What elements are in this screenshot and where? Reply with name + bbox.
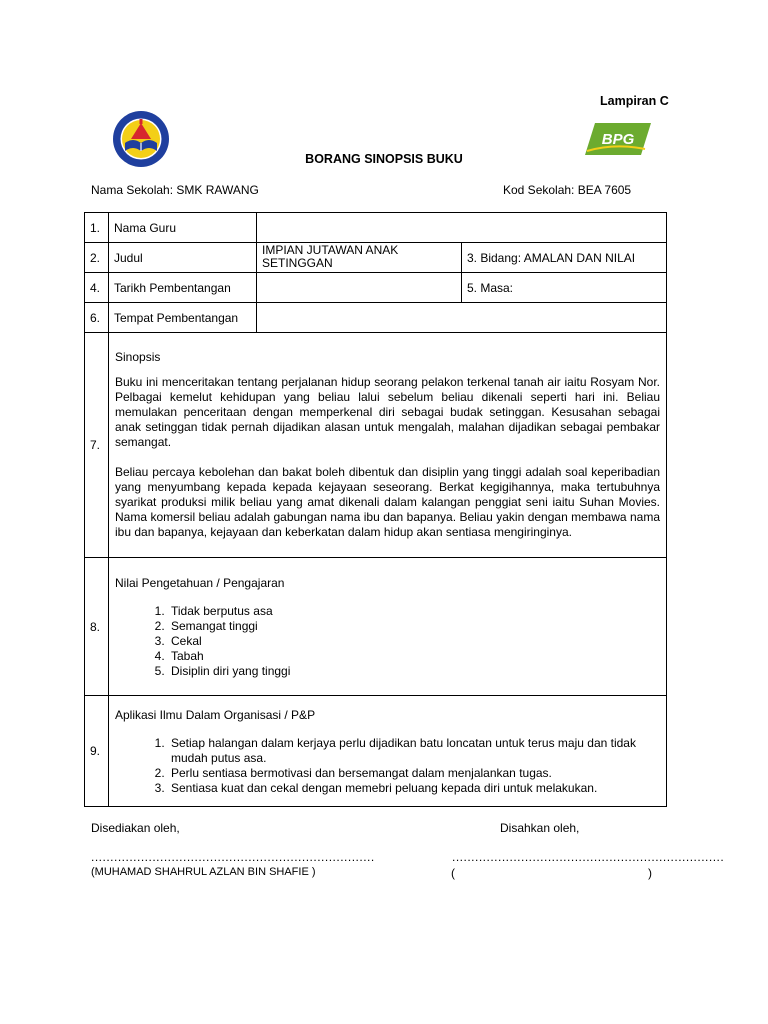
approved-by-label: Disahkan oleh, (500, 821, 580, 835)
row-number: 9. (85, 696, 109, 807)
row-teacher-name (85, 213, 667, 243)
row-label: Sinopsis (115, 350, 161, 364)
row-label: Judul (109, 243, 257, 273)
presentation-date-field[interactable] (257, 273, 462, 303)
row-number: 2. (85, 243, 109, 273)
list-item: 4. Tabah (168, 649, 660, 664)
prepared-by-label: Disediakan oleh, (91, 821, 180, 835)
book-title-value: IMPIAN JUTAWAN ANAK SETINGGAN (257, 243, 462, 273)
school-code: Kod Sekolah: BEA 7605 (503, 183, 632, 197)
list-item: 5. Disiplin diri yang tinggi (168, 664, 660, 679)
row-label: Tempat Pembentangan (109, 303, 257, 333)
field-category: 3. Bidang: AMALAN DAN NILAI (462, 243, 667, 273)
application-list (115, 736, 660, 796)
values-list (115, 604, 660, 679)
row-number: 6. (85, 303, 109, 333)
row-number: 4. (85, 273, 109, 303)
approved-signature-line: ....................................................................... (452, 850, 725, 864)
approved-name-open: ( (451, 866, 455, 880)
values-cell (109, 558, 667, 696)
approved-name-close: ) (648, 866, 652, 880)
list-item: 3. Sentiasa kuat dan cekal dengan memebri peluang kepada diri untuk melakukan. (168, 781, 660, 796)
synopsis-form-table (84, 212, 667, 807)
prepared-by-name: (MUHAMAD SHAHRUL AZLAN BIN SHAFIE ) (91, 866, 316, 878)
field-time: 5. Masa: (462, 273, 667, 303)
row-synopsis (85, 333, 667, 558)
row-application (85, 696, 667, 807)
row-label: Aplikasi Ilmu Dalam Organisasi / P&P (115, 707, 316, 722)
row-book-title (85, 243, 667, 273)
synopsis-paragraph-2: Beliau percaya kebolehan dan bakat boleh dibentuk dan disiplin yang tinggi adalah soal keperibadian yang menyumbang kepada kepada kejayaan seseorang. Berkat kegigihannya, maka tertubuhnya syarikat produksi milik beliau yang amat dikenali dalam kalangan penggiat seni iaitu Suhan Movies. Nama komersil beliau adalah gabungan nama ibu dan bapanya. Beliau yakin dengan membawa nama ibu dan bapanya, kejayaan dan keberkatan dalam hidup akan sentiasa mengiringinya. (115, 465, 660, 539)
teacher-name-field[interactable] (257, 213, 667, 243)
row-number: 1. (85, 213, 109, 243)
form-title: BORANG SINOPSIS BUKU (305, 152, 463, 166)
svg-text:BPG: BPG (601, 131, 635, 148)
list-item: 1. Setiap halangan dalam kerjaya perlu dijadikan batu loncatan untuk terus maju dan tidak mudah putus asa. (168, 736, 660, 766)
row-values (85, 558, 667, 696)
list-item: 2. Perlu sentiasa bermotivasi dan bersemangat dalam menjalankan tugas. (168, 766, 660, 781)
row-number: 8. (85, 558, 109, 696)
list-item: 2. Semangat tinggi (168, 619, 660, 634)
application-cell (109, 696, 667, 807)
synopsis-paragraph-1: Buku ini menceritakan tentang perjalanan hidup seorang pelakon terkenal tanah air iaitu Rosyam Nor. Pelbagai kemelut kehidupan yang beliau lalui sebelum beliau dikenali seperti hari ini. Beliau memulakan penceritaan dengan memperkenal diri sebagai budak setinggan. Kesusahan sebagai anak setinggan tidak pernah dijadikan alasan untuk mengalah, malahan dijadikan sebagai pembakar semangat. (115, 375, 660, 449)
list-item: 1. Tidak berputus asa (168, 604, 660, 619)
row-label: Nama Guru (109, 213, 257, 243)
presentation-venue-field[interactable] (257, 303, 667, 333)
row-label: Tarikh Pembentangan (109, 273, 257, 303)
list-item: 3. Cekal (168, 634, 660, 649)
row-presentation-venue (85, 303, 667, 333)
row-label: Nilai Pengetahuan / Pengajaran (115, 575, 285, 590)
school-name: Nama Sekolah: SMK RAWANG (91, 183, 259, 197)
prepared-signature-line: .......................................................................... (91, 850, 375, 864)
row-number: 7. (85, 333, 109, 558)
annex-label: Lampiran C (600, 94, 669, 108)
row-presentation-date (85, 273, 667, 303)
synopsis-cell (109, 333, 667, 558)
